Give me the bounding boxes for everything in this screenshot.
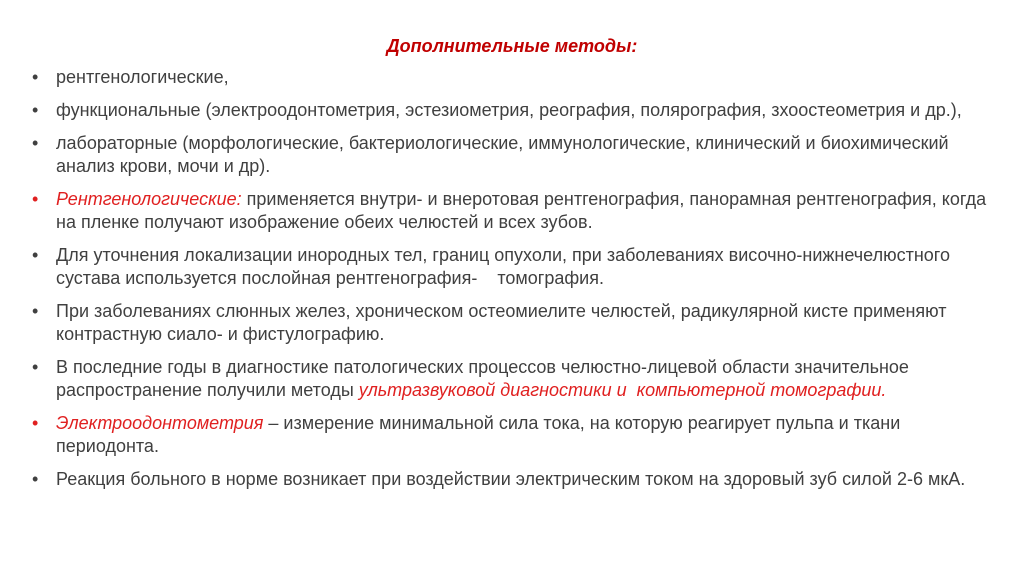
slide-title: Дополнительные методы: xyxy=(386,36,638,56)
item-text: применяется внутри- и внеротовая рентгенография, панорамная рентгенография, когда на пленке получают изображение обеих челюстей и всех зубов. xyxy=(56,189,987,232)
list-item xyxy=(30,244,1000,290)
list-item xyxy=(30,132,1000,178)
item-highlight: ультразвуковой диагностики и компьютерной томографии. xyxy=(358,380,887,400)
bullet-icon: • xyxy=(32,100,39,120)
bullet-icon: • xyxy=(32,357,39,377)
list-item xyxy=(30,300,1000,346)
bullet-icon: • xyxy=(32,133,39,153)
item-text: лабораторные (морфологические, бактериологические, иммунологические, клинический и биохимический анализ крови, мочи и др). xyxy=(56,133,949,176)
item-text: функциональные (электроодонтометрия, эстезиометрия, реография, полярография, зхоостеометрия и др.), xyxy=(56,100,962,120)
item-text: Реакция больного в норме возникает при воздействии электрическим током на здоровый зуб силой 2-6 мкА. xyxy=(56,469,966,489)
item-text: При заболеваниях слюнных желез, хроническом остеомиелите челюстей, радикулярной кисте применяют контрастную сиало- и фистулографию. xyxy=(56,301,947,344)
list-item xyxy=(30,99,1000,122)
list-item xyxy=(30,66,1000,89)
list-item xyxy=(30,468,1000,491)
item-text: В последние годы в диагностике патологических процессов челюстно-лицевой области значительное распространение получили методы xyxy=(56,357,909,400)
bullet-icon: • xyxy=(32,413,39,433)
item-highlight: Рентгенологические: xyxy=(56,189,242,209)
bullet-icon: • xyxy=(32,469,39,489)
item-text: Для уточнения локализации инородных тел, границ опухоли, при заболеваниях височно-нижнечелюстного сустава используется послойная рентгенография- томография. xyxy=(56,245,955,288)
list-item xyxy=(30,188,1000,234)
bullet-icon: • xyxy=(32,301,39,321)
bullet-icon: • xyxy=(32,189,39,209)
item-text: – измерение минимальной сила тока, на которую реагирует пульпа и ткани периодонта. xyxy=(56,413,901,456)
item-highlight: Электроодонтометрия xyxy=(56,413,264,433)
bullet-icon: • xyxy=(32,245,39,265)
bullet-list xyxy=(30,66,1000,501)
bullet-icon: • xyxy=(32,67,39,87)
item-text: рентгенологические, xyxy=(56,67,229,87)
list-item xyxy=(30,412,1000,458)
list-item xyxy=(30,356,1000,402)
